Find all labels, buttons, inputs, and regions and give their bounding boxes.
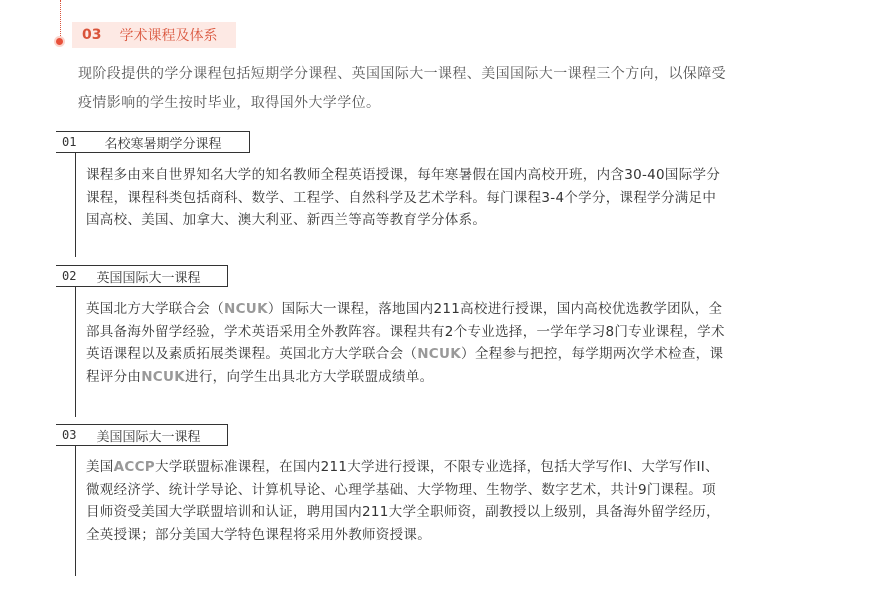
body-text: 英国北方大学联合会（ <box>86 301 224 317</box>
subsection-header-03 <box>56 424 228 446</box>
body-text: 美国 <box>86 459 114 475</box>
ncuk-highlight: NCUK <box>141 368 186 385</box>
body-text: 大学联盟标准课程，在国内211大学进行授课，不限专业选择，包括大学写作I、大学写作II、微观经济学、统计学导论、计算机导论、心理学基础、大学物理、生物学、数字艺术，共计9门课程。项目师资受美国大学联盟培训和认证，聘用国内211大学全职师资，副教授以上级别，具备海外留学经历，全英授课；部分美国大学特色课程将采用外教师资授课。 <box>86 459 720 543</box>
timeline-dotted-line <box>60 0 61 36</box>
ncuk-highlight: NCUK <box>417 346 462 362</box>
subsection-title: 名校寒暑期学分课程 <box>104 136 222 152</box>
body-text: 进行，向学生出具北方大学联盟成绩单。 <box>185 368 434 385</box>
subsection-vertical-line <box>75 287 76 417</box>
subsection-body-03 <box>86 456 726 546</box>
body-text: ）国际大一课程，落地国内211高校进行授课，国内高校优选教学团队，全部具备海外留学经验，学术英语采用全外教阵容。课程共有2个专业选择，一学年学习8门专业课程，学术英语课程以及素质拓展类课程。英国北方大学联合会（ <box>86 301 725 362</box>
subsection-title: 美国国际大一课程 <box>96 429 201 445</box>
ncuk-highlight: NCUK <box>224 301 268 317</box>
section-number: 03 <box>82 27 102 43</box>
timeline-dot-icon <box>56 38 63 45</box>
subsection-body-02 <box>86 298 726 388</box>
subsection-vertical-line <box>75 446 76 576</box>
subsection-header-01 <box>56 131 250 153</box>
subsection-number: 01 <box>62 135 77 149</box>
subsection-vertical-line <box>75 153 76 257</box>
subsection-header-02 <box>56 265 228 287</box>
subsection-title: 英国国际大一课程 <box>96 270 201 286</box>
subsection-number: 02 <box>62 269 77 283</box>
section-title: 学术课程及体系 <box>119 28 218 44</box>
subsection-number: 03 <box>62 428 77 442</box>
subsection-body-01: 课程多由来自世界知名大学的知名教师全程英语授课，每年寒暑假在国内高校开班，内含30-40国际学分课程，课程科类包括商科、数学、工程学、自然科学及艺术学科。每门课程3-4个学分，课程学分满足中国高校、美国、加拿大、澳大利亚、新西兰等高等教育学分体系。 <box>86 167 721 228</box>
accp-highlight: ACCP <box>113 459 155 475</box>
intro-paragraph: 现阶段提供的学分课程包括短期学分课程、英国国际大一课程、美国国际大一课程三个方向，以保障受疫情影响的学生按时毕业，取得国外大学学位。 <box>78 66 726 111</box>
body-text: ）全程参与把控，每学期两次学术检查，课程评分由 <box>86 346 724 385</box>
section-header <box>72 22 236 48</box>
